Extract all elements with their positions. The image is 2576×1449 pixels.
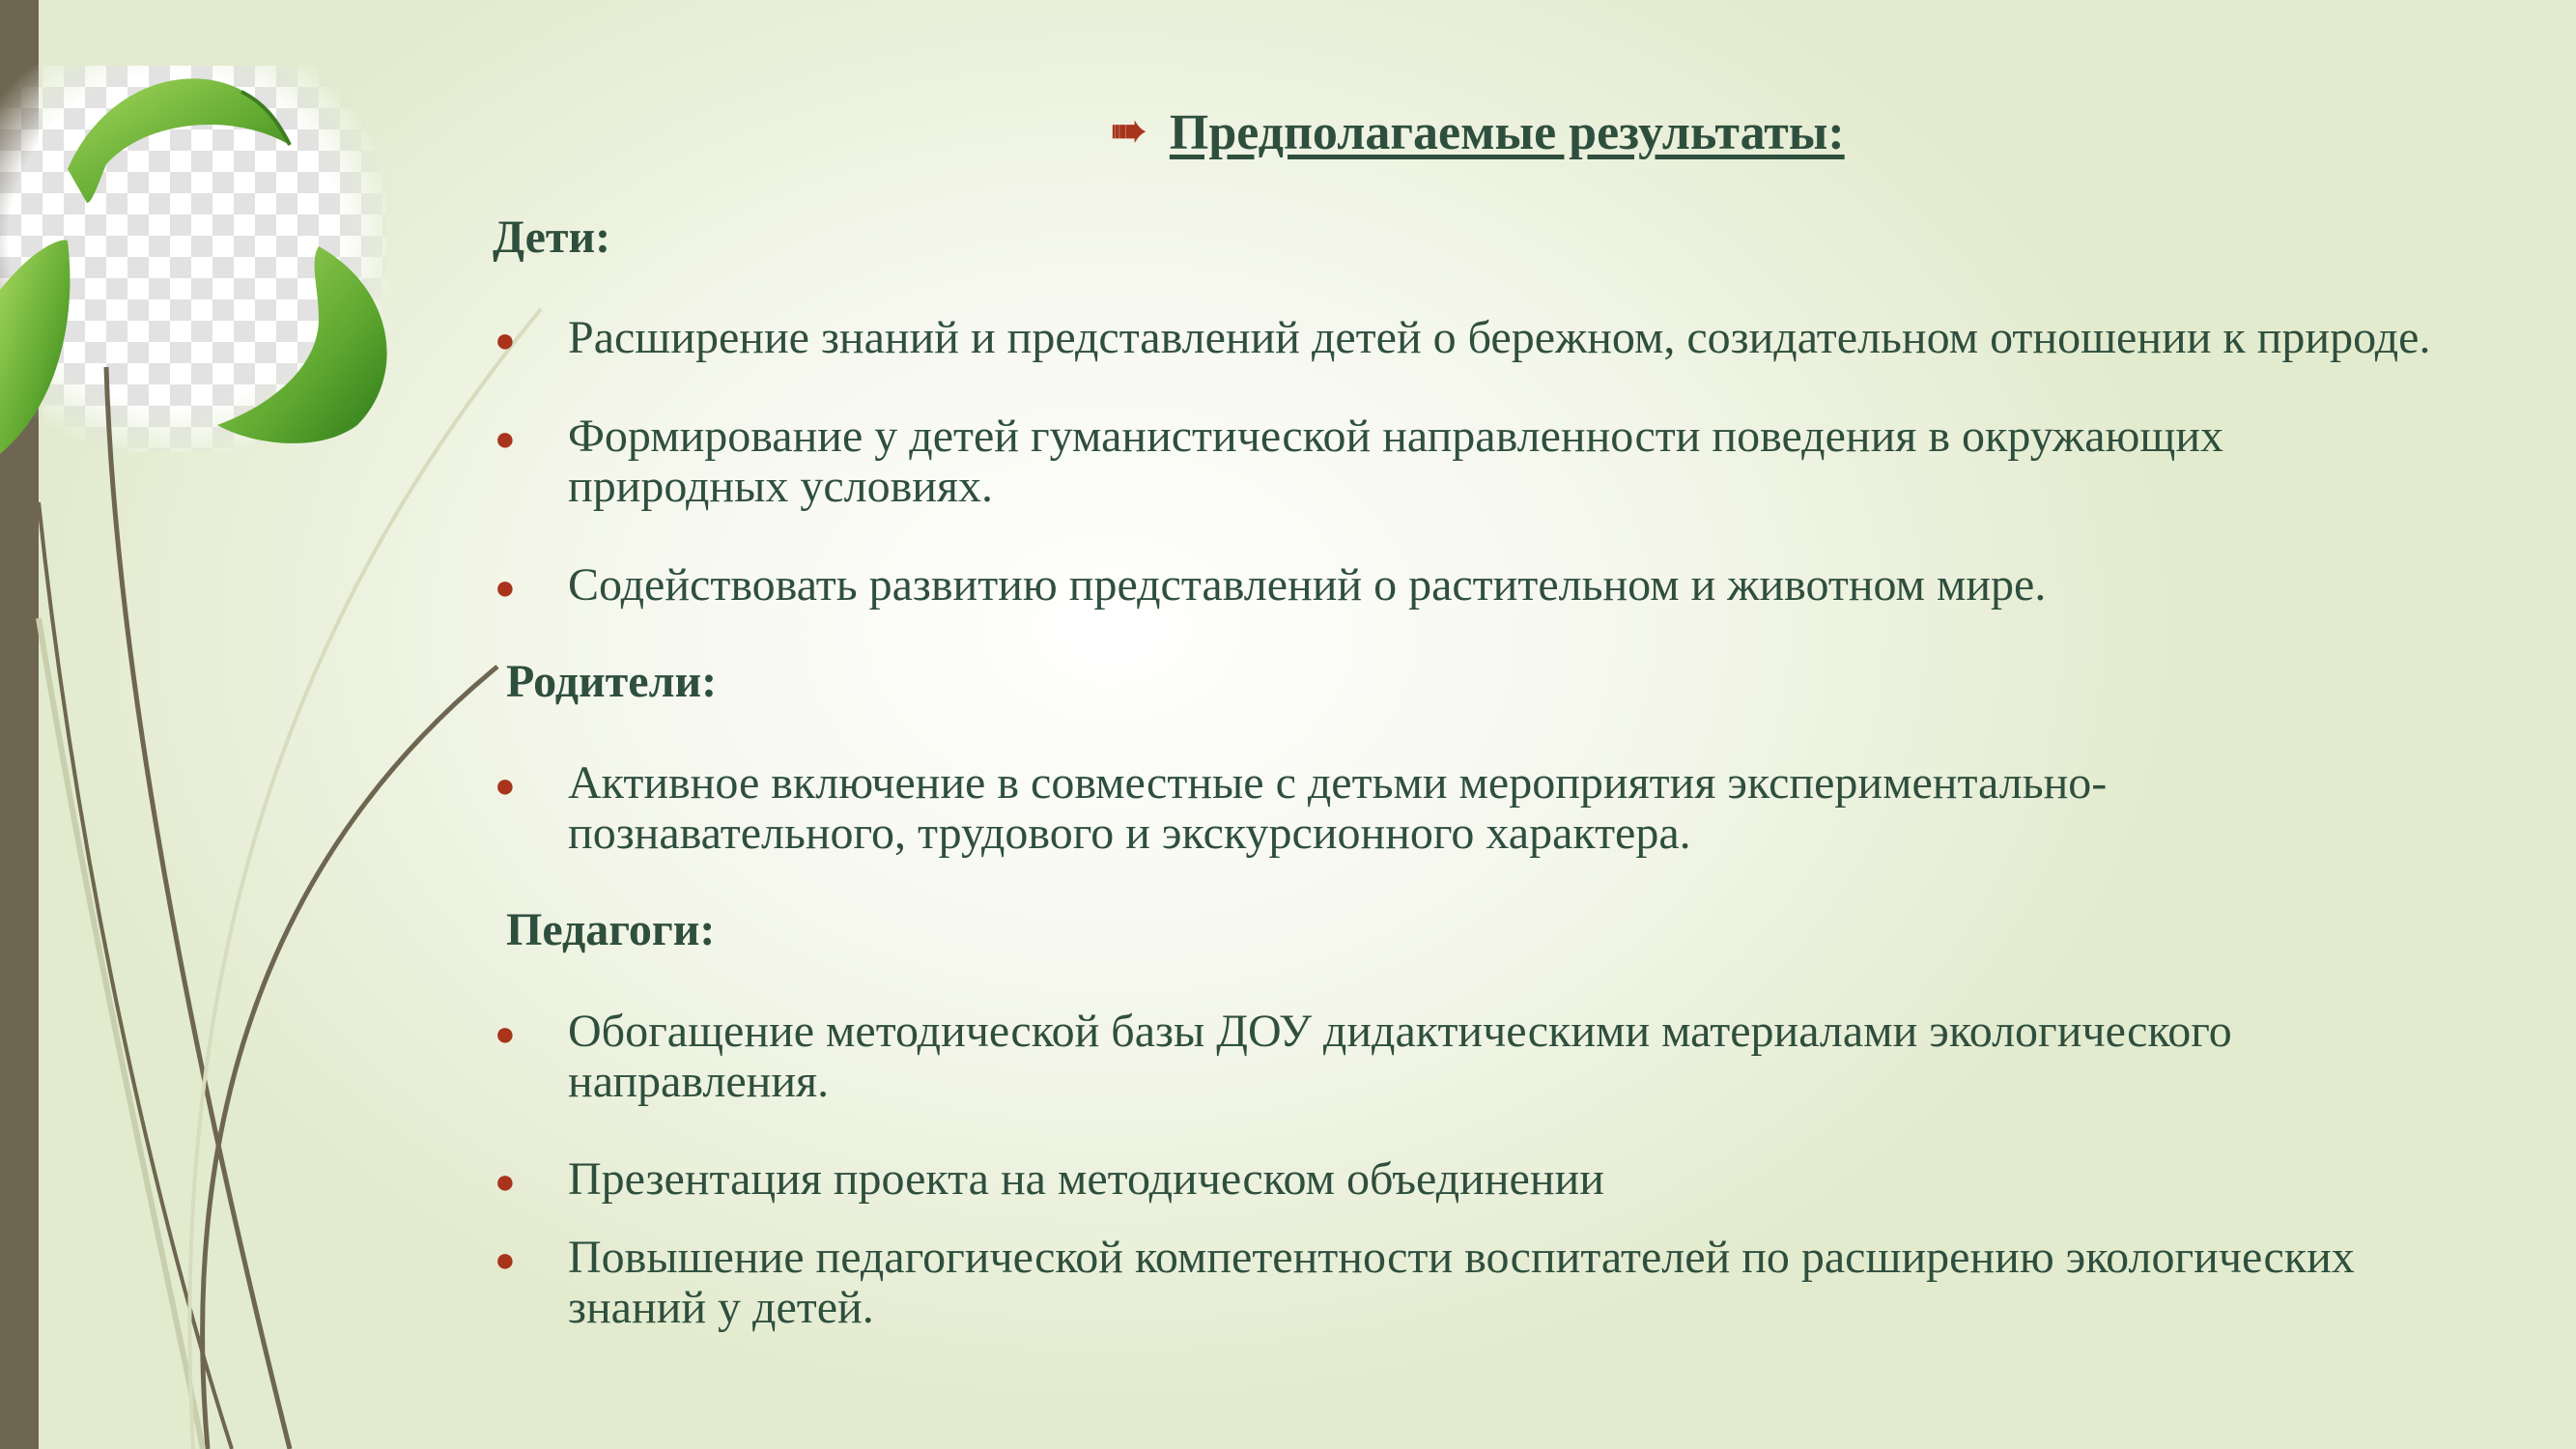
- stem-line: [189, 309, 541, 1449]
- list-item: [495, 1007, 2232, 1107]
- list-item-text: Обогащение методической базы ДОУ дидактическими материалами экологического: [568, 1006, 2232, 1057]
- section-heading-teachers: Педагоги:: [506, 904, 716, 955]
- list-item-text-continued: знаний у детей.: [568, 1282, 874, 1333]
- bullet-icon: ●: [495, 1240, 516, 1279]
- list-item-text: Содействовать развитию представлений о растительном и животном мире.: [568, 559, 2047, 611]
- leaf-shape: [217, 246, 387, 443]
- list-item-text: Формирование у детей гуманистической направленности поведения в окружающих: [568, 411, 2224, 462]
- bullet-icon: ●: [495, 1014, 516, 1053]
- list-item: [495, 560, 2046, 611]
- stem-line: [203, 667, 497, 1449]
- bullet-icon: ●: [495, 1162, 516, 1201]
- list-item-text-continued: направления.: [568, 1056, 830, 1107]
- leaf-shape: [0, 240, 70, 454]
- right-arrow-icon: ➠: [1111, 107, 1146, 155]
- bullet-icon: ●: [495, 568, 516, 607]
- list-item-text: Расширение знаний и представлений детей о бережном, созидательном отношении к природе.: [568, 312, 2431, 363]
- list-item-text-continued: природных условиях.: [568, 461, 994, 512]
- list-item-text: Активное включение в совместные с детьми мероприятия экспериментально-: [568, 757, 2108, 809]
- slide-title: [1111, 104, 1845, 161]
- section-heading-parents: Родители:: [506, 656, 718, 707]
- list-item-text: Презентация проекта на методическом объединении: [568, 1153, 1604, 1205]
- list-item: [495, 313, 2430, 363]
- list-item-text: Повышение педагогической компетентности воспитателей по расширению экологических: [568, 1232, 2355, 1283]
- stem-line: [39, 618, 203, 1449]
- bullet-icon: ●: [495, 419, 516, 458]
- list-item-text-continued: познавательного, трудового и экскурсионного характера.: [568, 808, 1691, 859]
- bullet-icon: ●: [495, 321, 516, 359]
- slide-title-label: Предполагаемые результаты:: [1169, 105, 1845, 160]
- leaf-shape: [68, 78, 290, 203]
- list-item: [495, 412, 2223, 512]
- stem-line: [106, 367, 290, 1449]
- list-item: [495, 1233, 2355, 1333]
- section-heading-children: Дети:: [493, 212, 611, 263]
- bullet-icon: ●: [495, 766, 516, 805]
- list-item: [495, 758, 2107, 859]
- list-item: [495, 1154, 1604, 1205]
